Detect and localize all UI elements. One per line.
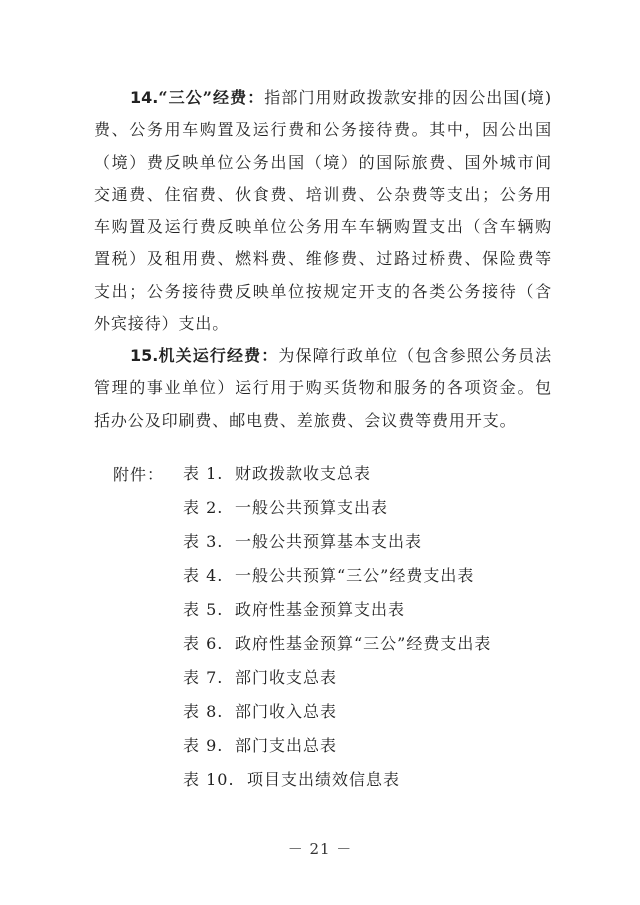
attachment-number: 表 4. <box>183 566 224 585</box>
attachment-number: 表 9. <box>183 736 224 755</box>
attachment-title: 一般公共预算“三公”经费支出表 <box>235 566 475 585</box>
term-heading: “三公”经费： <box>158 88 265 107</box>
term-heading: 机关运行经费： <box>158 346 279 365</box>
attachment-title: 政府性基金预算支出表 <box>235 600 406 619</box>
paragraph-line: 外宾接待）支出。 <box>94 314 230 334</box>
attachment-item <box>183 700 337 724</box>
paragraph-text: 为保障行政单位（包含参照公务员法 <box>278 346 552 365</box>
attachment-number: 表 5. <box>183 600 224 619</box>
attachment-number: 表 10. <box>183 770 235 789</box>
attachment-title: 政府性基金预算“三公”经费支出表 <box>235 634 492 653</box>
attachment-title: 部门支出总表 <box>235 736 338 755</box>
attachment-item <box>183 496 388 520</box>
attachment-title: 部门收入总表 <box>235 702 338 721</box>
paragraph-15 <box>94 340 552 437</box>
paragraph-14 <box>94 82 552 340</box>
page-number: － 21 － <box>287 840 353 858</box>
attachment-item <box>183 734 337 758</box>
attachments-label: 附件： <box>113 465 165 484</box>
paragraph-line: 车购置及运行费反映单位公务用车车辆购置支出（含车辆购 <box>94 217 552 237</box>
attachment-item <box>183 666 337 690</box>
attachment-number: 表 6. <box>183 634 224 653</box>
attachment-number: 表 8. <box>183 702 224 721</box>
paragraph-line: 置税）及租用费、燃料费、维修费、过路过桥费、保险费等 <box>94 249 552 269</box>
attachment-title: 一般公共预算基本支出表 <box>235 532 423 551</box>
item-number: 15. <box>130 346 159 365</box>
attachment-title: 一般公共预算支出表 <box>235 498 389 517</box>
paragraph-line: 括办公及印刷费、邮电费、差旅费、会议费等费用开支。 <box>94 410 517 430</box>
attachment-item <box>183 632 491 656</box>
paragraph-line: 交通费、住宿费、伙食费、培训费、公杂费等支出；公务用 <box>94 184 552 204</box>
paragraph-line: 费、公务用车购置及运行费和公务接待费。其中，因公出国 <box>94 120 552 140</box>
attachment-item <box>183 598 405 622</box>
paragraph-line: 支出；公务接待费反映单位按规定开支的各类公务接待（含 <box>94 281 552 301</box>
paragraph-line <box>94 340 552 372</box>
attachment-number: 表 3. <box>183 532 224 551</box>
item-number: 14. <box>130 88 159 107</box>
attachment-title: 项目支出绩效信息表 <box>247 770 401 789</box>
attachment-title: 财政拨款收支总表 <box>235 464 372 483</box>
paragraph-line: （境）费反映单位公务出国（境）的国际旅费、国外城市间 <box>94 152 552 172</box>
attachment-title: 部门收支总表 <box>235 668 338 687</box>
attachment-item <box>183 530 422 554</box>
paragraph-text: 指部门用财政拨款安排的因公出国(境) <box>264 88 552 107</box>
attachment-item <box>183 564 474 588</box>
attachment-item <box>183 462 371 486</box>
attachment-number: 表 7. <box>183 668 224 687</box>
attachment-item <box>183 768 400 792</box>
paragraph-line: 管理的事业单位）运行用于购买货物和服务的各项资金。包 <box>94 378 552 398</box>
attachment-number: 表 1. <box>183 464 224 483</box>
paragraph-line <box>94 82 552 114</box>
attachment-number: 表 2. <box>183 498 224 517</box>
